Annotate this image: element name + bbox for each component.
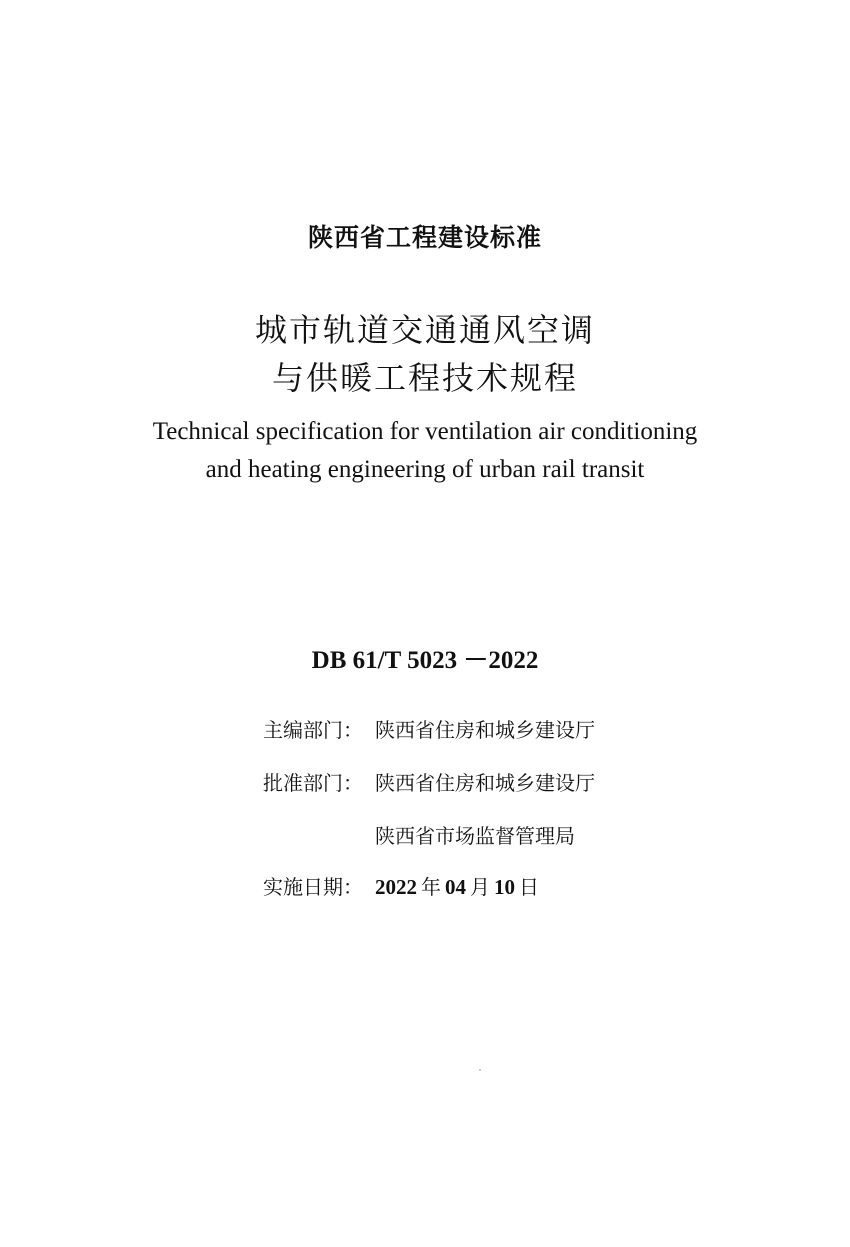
approval-row: [263, 768, 595, 798]
chief-editor-value: 陕西省住房和城乡建设厅: [375, 718, 595, 742]
implementation-day: 10: [494, 875, 515, 899]
implementation-month: 04: [445, 875, 466, 899]
year-unit: 年: [421, 875, 441, 899]
chief-editor-label: 主编部门：: [263, 718, 363, 742]
implementation-date-row: [263, 872, 543, 902]
day-unit: 日: [519, 875, 539, 899]
approval-value-1: 陕西省住房和城乡建设厅: [375, 771, 595, 795]
standard-series-heading: 陕西省工程建设标准: [307, 223, 542, 252]
implementation-label: 实施日期：: [263, 875, 363, 899]
scan-speck: [479, 1069, 481, 1071]
title-english-line-1: Technical specification for ventilation air conditioning: [152, 418, 698, 445]
standard-code: DB 61/T 5023 －2022: [311, 647, 539, 674]
implementation-date: [375, 872, 543, 902]
title-chinese-line-1: 城市轨道交通通风空调: [254, 311, 595, 349]
approval-row-2: [263, 821, 575, 851]
approval-value-2: 陕西省市场监督管理局: [375, 824, 575, 848]
implementation-year: 2022: [375, 875, 417, 899]
title-english-line-2: and heating engineering of urban rail transit: [205, 456, 645, 483]
title-chinese-line-2: 与供暖工程技术规程: [271, 359, 578, 397]
approval-label: 批准部门：: [263, 771, 363, 795]
chief-editor-row: [263, 715, 595, 745]
month-unit: 月: [470, 875, 490, 899]
